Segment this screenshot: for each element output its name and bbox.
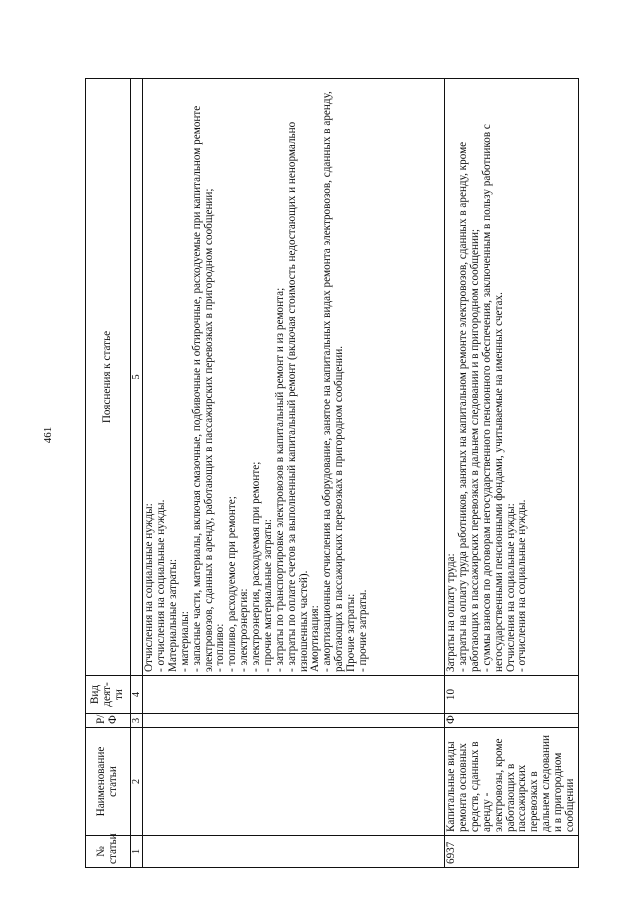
explanation-line: - электроэнергия: <box>238 588 251 672</box>
table-row <box>445 79 579 868</box>
table-row <box>143 79 445 868</box>
explanation-line: - материалы: <box>178 611 191 672</box>
explanation-line: - затраты по оплате счетов за выполненный капитальный ремонт (включая стоимость недостающих и ненормально изношенных частей). <box>285 121 310 672</box>
explanation-line: - отчисления на социальные нужды. <box>516 499 529 672</box>
column-number: 4 <box>131 676 143 714</box>
header-rf: Р/Ф <box>86 714 131 728</box>
explanation-cell <box>445 79 579 676</box>
page-number: 461 <box>42 426 54 444</box>
activity-cell <box>143 676 445 714</box>
activity-cell: 10 <box>445 676 579 714</box>
column-number: 3 <box>131 714 143 728</box>
article-name-cell: Капитальные виды ремонта основных средств, сданных в аренду - электровозы, кроме работающих в пассажирских перевозках в дальнем следовании и в пригородном сообщении <box>445 728 579 836</box>
header-article-number: № статьи <box>86 836 131 868</box>
explanation-line: - топливо: <box>214 623 227 672</box>
explanation-line: - амортизационные отчисления на оборудование, занятое на капитальных видах ремонта электровозов, сданных в аренду, работающих в пассажирских перевозках в пригородном сообщении. <box>321 91 346 672</box>
explanation-line: - запасные части, материалы, включая смазочные, подбивочные и обтирочные, расходуемые при капитальном ремонте электровозов, сданных в аренду, работающих в пассажирских перевозках в пригородном сообщении; <box>190 105 215 672</box>
column-number: 2 <box>131 728 143 836</box>
explanation-line: Отчисления на социальные нужды: <box>143 503 156 672</box>
column-number: 1 <box>131 836 143 868</box>
explanation-line: - затраты по транспортировке электровозов в капитальный ремонт и из ремонта; <box>273 287 286 672</box>
header-explanation: Пояснения к статье <box>86 79 131 676</box>
article-name-cell <box>143 728 445 836</box>
explanation-line: - затраты на оплату труда работников, занятых на капитальном ремонте электровозов, сданных в аренду, кроме работающих в пассажирских перевозках в дальнем следовании и в пригородном сообщении; <box>457 141 481 672</box>
explanation-line: Отчисления на социальные нужды: <box>504 503 517 672</box>
explanation-line: - суммы взносов по договорам негосударственного пенсионного обеспечения, заключенным в пользу работников с негосударственными пенсионными фондами, учитываемые на именных счетах. <box>480 124 505 672</box>
column-number: 5 <box>131 79 143 676</box>
explanation-line: - топливо, расходуемое при ремонте; <box>226 496 239 672</box>
explanation-cell <box>143 79 445 676</box>
explanation-line: - электроэнергия, расходуемая при ремонте; <box>250 461 262 672</box>
header-activity-type: Вид деят-ти <box>86 676 131 714</box>
articles-table <box>85 78 579 868</box>
article-number-cell: 6937 <box>445 836 579 868</box>
rotated-table-container <box>85 78 576 868</box>
explanation-line: - отчисления на социальные нужды. <box>155 499 167 672</box>
explanation-line: Затраты на оплату труда: <box>445 553 458 672</box>
explanation-line: - прочие материальные затраты: <box>261 519 274 672</box>
article-number-cell <box>143 836 445 868</box>
explanation-line: Прочие затраты: <box>345 593 357 672</box>
explanation-line: - прочие затраты. <box>356 589 369 672</box>
rf-cell <box>143 714 445 728</box>
rf-cell: Ф <box>445 714 579 728</box>
table-header-row <box>86 79 131 868</box>
explanation-line: Амортизация: <box>309 605 322 672</box>
header-article-name: Наименование статьи <box>86 728 131 836</box>
explanation-line: Материальные затраты: <box>166 559 179 672</box>
column-number-row <box>131 79 143 868</box>
